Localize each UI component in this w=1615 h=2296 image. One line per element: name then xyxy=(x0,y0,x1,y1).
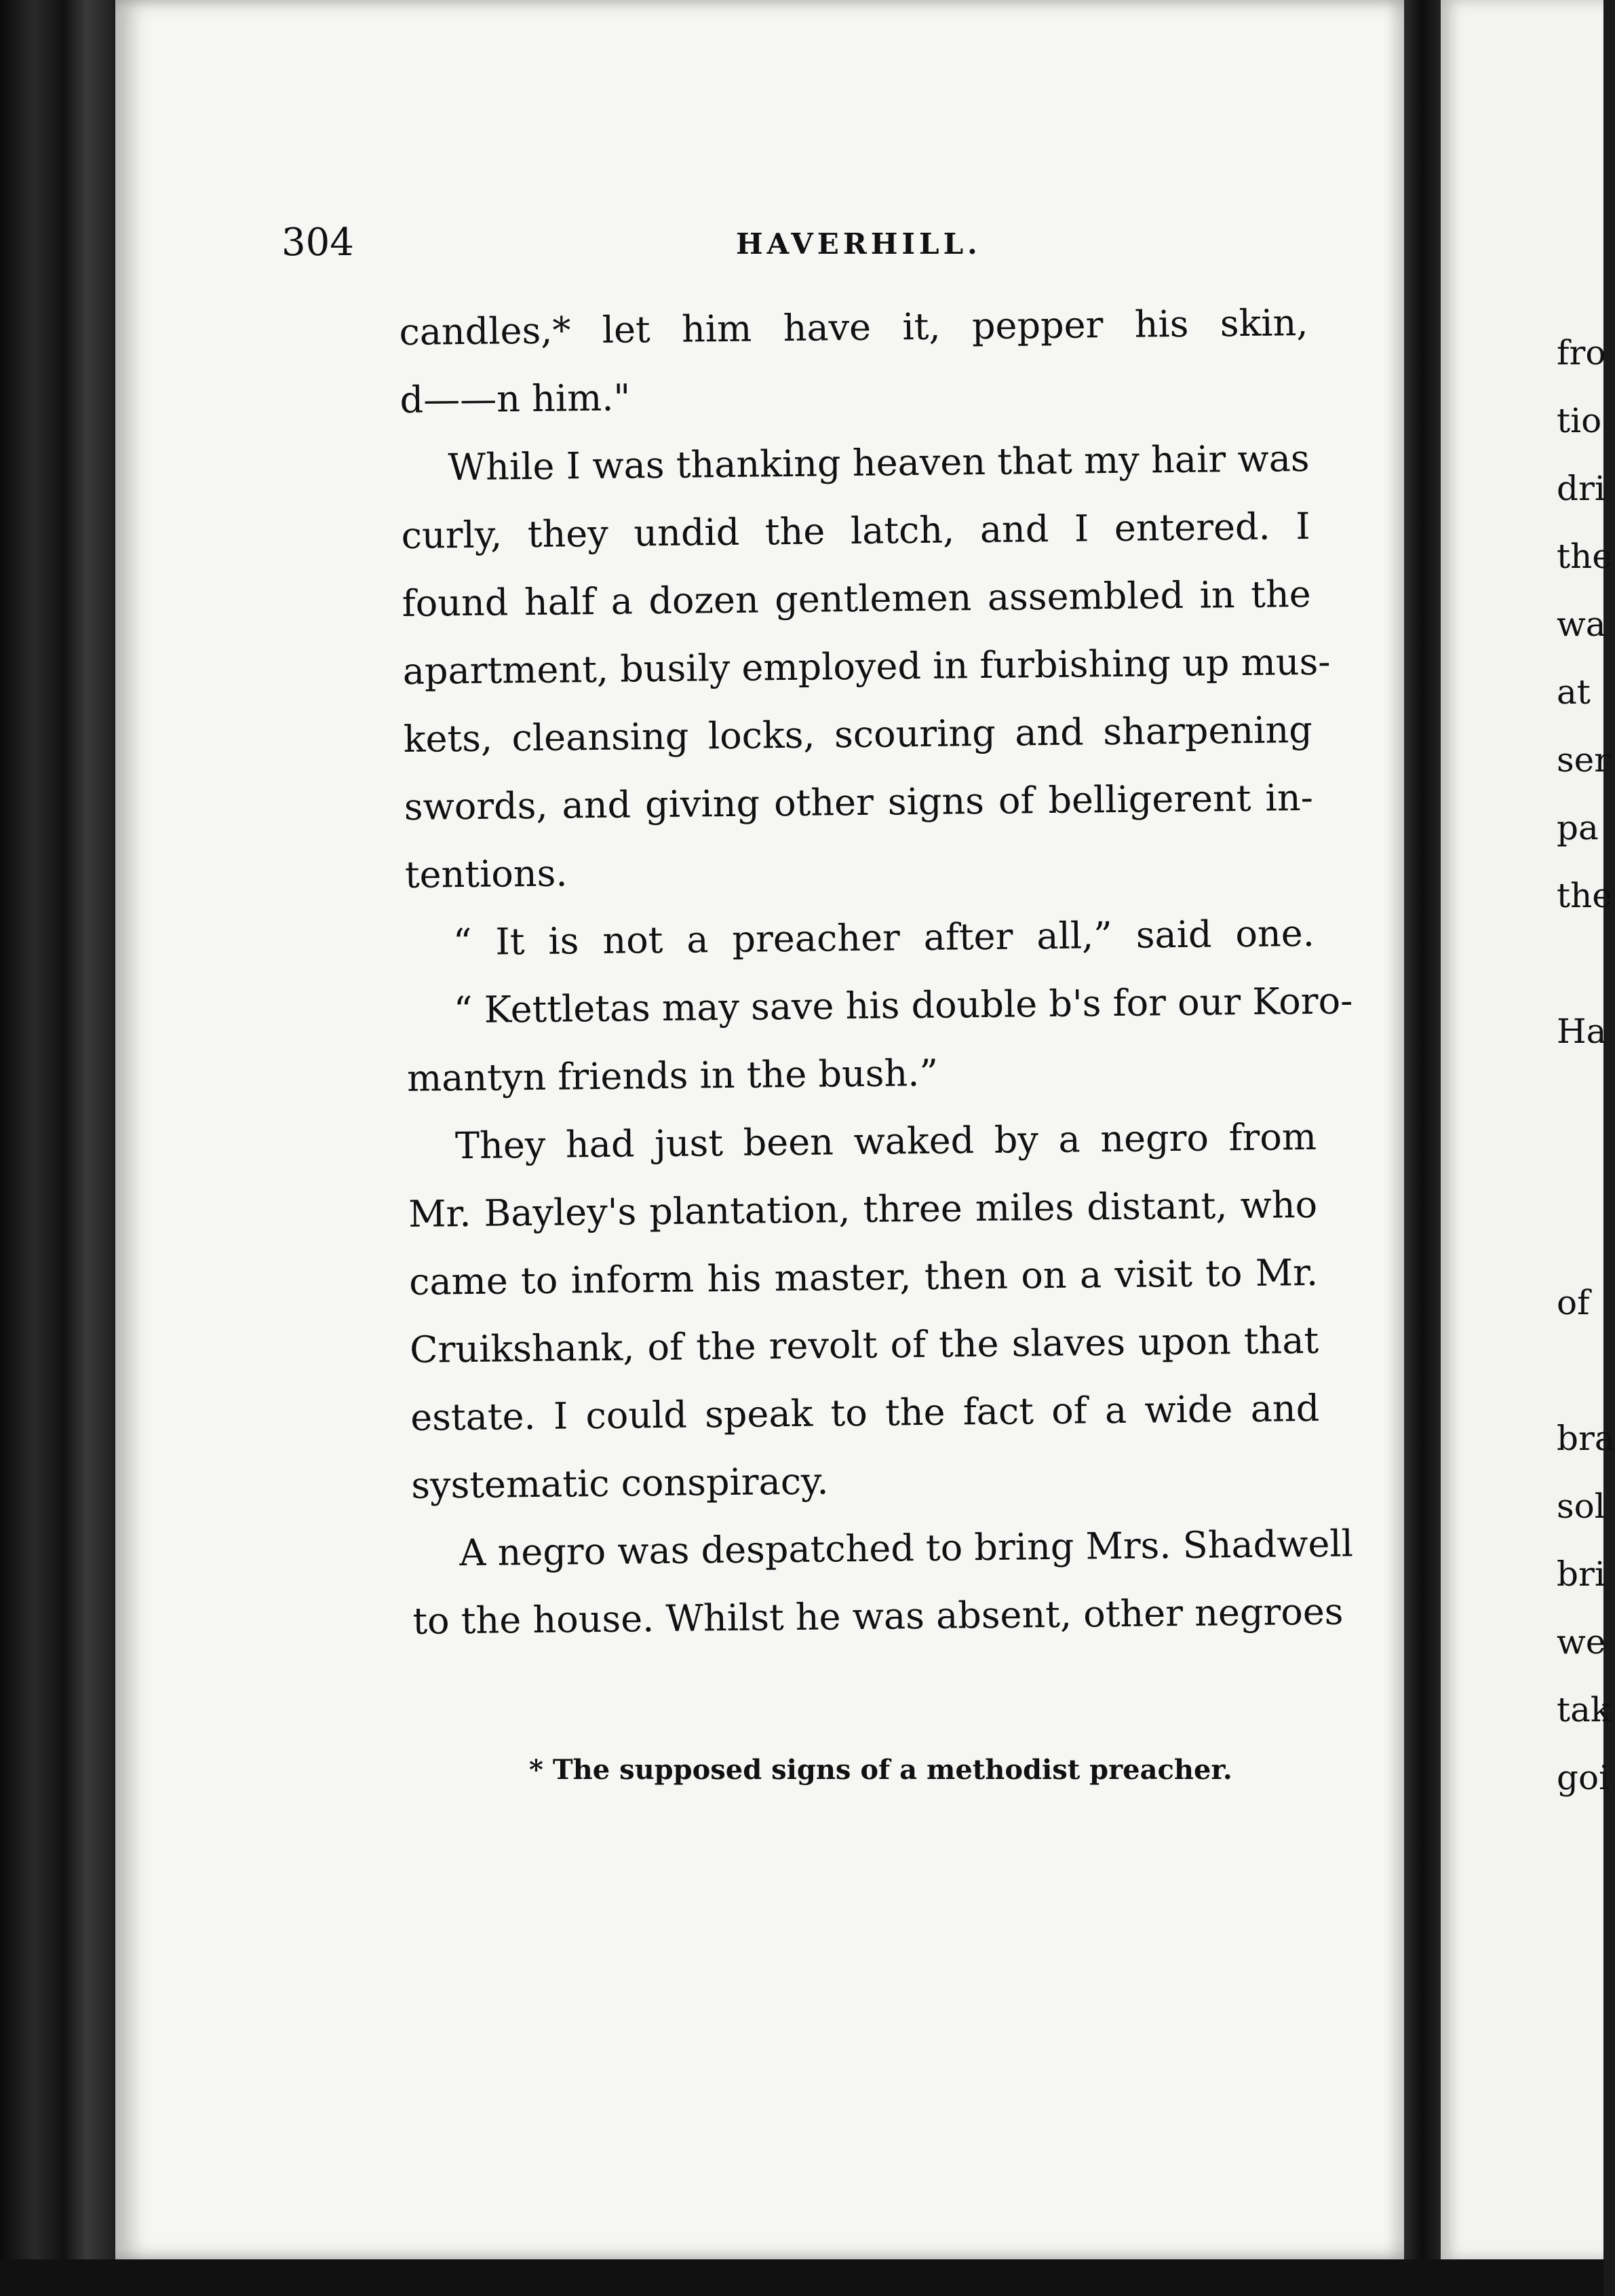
facing-fragment: we xyxy=(1557,1622,1606,1662)
facing-fragment: pa xyxy=(1557,808,1599,847)
text-line: found half a dozen gentlemen assembled in the xyxy=(402,572,1311,625)
text-line: mantyn friends in the bush.” xyxy=(406,1051,939,1100)
facing-fragment: wa xyxy=(1557,605,1606,644)
text-line: “ It is not a preacher after all,” said one. xyxy=(452,911,1315,964)
facing-fragment: tak xyxy=(1557,1690,1612,1729)
text-line: While I was thanking heaven that my hair was xyxy=(448,436,1310,489)
facing-fragment: bra xyxy=(1557,1419,1615,1458)
text-line: swords, and giving other signs of belligerent in- xyxy=(404,776,1314,828)
facing-fragment: sol xyxy=(1557,1487,1606,1526)
facing-fragment: goi xyxy=(1557,1758,1610,1797)
facing-fragment xyxy=(1557,1337,1615,1404)
page-number: 304 xyxy=(281,221,354,265)
facing-fragment: the xyxy=(1557,876,1612,915)
text-line: estate. I could speak to the fact of a wide and xyxy=(410,1386,1320,1439)
text-line: kets, cleansing locks, scouring and sharpening xyxy=(403,708,1313,761)
facing-fragment: Ha xyxy=(1557,1012,1607,1051)
facing-fragment: of xyxy=(1557,1283,1590,1322)
text-line: candles,* let him have it, pepper his skin, xyxy=(399,301,1308,353)
footnote: * The supposed signs of a methodist preacher. xyxy=(529,1754,1232,1786)
text-line: d——n him." xyxy=(400,376,631,421)
text-line: “ Kettletas may save his double b's for our Koro- xyxy=(453,979,1353,1032)
facing-page-text xyxy=(1557,319,1615,1812)
running-title: HAVERHILL. xyxy=(736,227,981,261)
facing-fragment: tio xyxy=(1557,401,1602,440)
text-line: apartment, busily employed in furbishing up mus- xyxy=(402,640,1331,693)
book-spine xyxy=(0,0,115,2296)
facing-fragment xyxy=(1557,930,1615,997)
facing-fragment xyxy=(1557,1201,1615,1269)
running-head xyxy=(281,221,1312,268)
facing-fragment: the xyxy=(1557,537,1612,576)
text-line: Mr. Bayley's plantation, three miles distant, who xyxy=(408,1183,1318,1236)
text-line: systematic conspiracy. xyxy=(410,1459,829,1507)
facing-fragment: dri xyxy=(1557,469,1606,508)
text-line: to the house. Whilst he was absent, other negroes xyxy=(412,1590,1344,1643)
book-gutter xyxy=(1404,0,1441,2296)
facing-fragment xyxy=(1557,1133,1615,1201)
scan-bottom-edge xyxy=(0,2259,1603,2296)
body-text xyxy=(399,289,1354,1656)
facing-fragment xyxy=(1557,1065,1615,1133)
text-line: They had just been waked by a negro from xyxy=(454,1115,1317,1168)
text-line: Cruikshank, of the revolt of the slaves upon that xyxy=(409,1318,1319,1371)
text-line: A negro was despatched to bring Mrs. Shadwell xyxy=(459,1522,1354,1575)
text-line: tentions. xyxy=(404,852,568,896)
facing-fragment: ser xyxy=(1557,740,1611,780)
text-line: came to inform his master, then on a visit to Mr. xyxy=(408,1250,1319,1303)
facing-fragment: bri xyxy=(1557,1554,1606,1594)
facing-fragment: at xyxy=(1557,672,1591,712)
facing-fragment: fro xyxy=(1557,333,1606,372)
text-line: curly, they undid the latch, and I entered. I xyxy=(401,504,1310,557)
